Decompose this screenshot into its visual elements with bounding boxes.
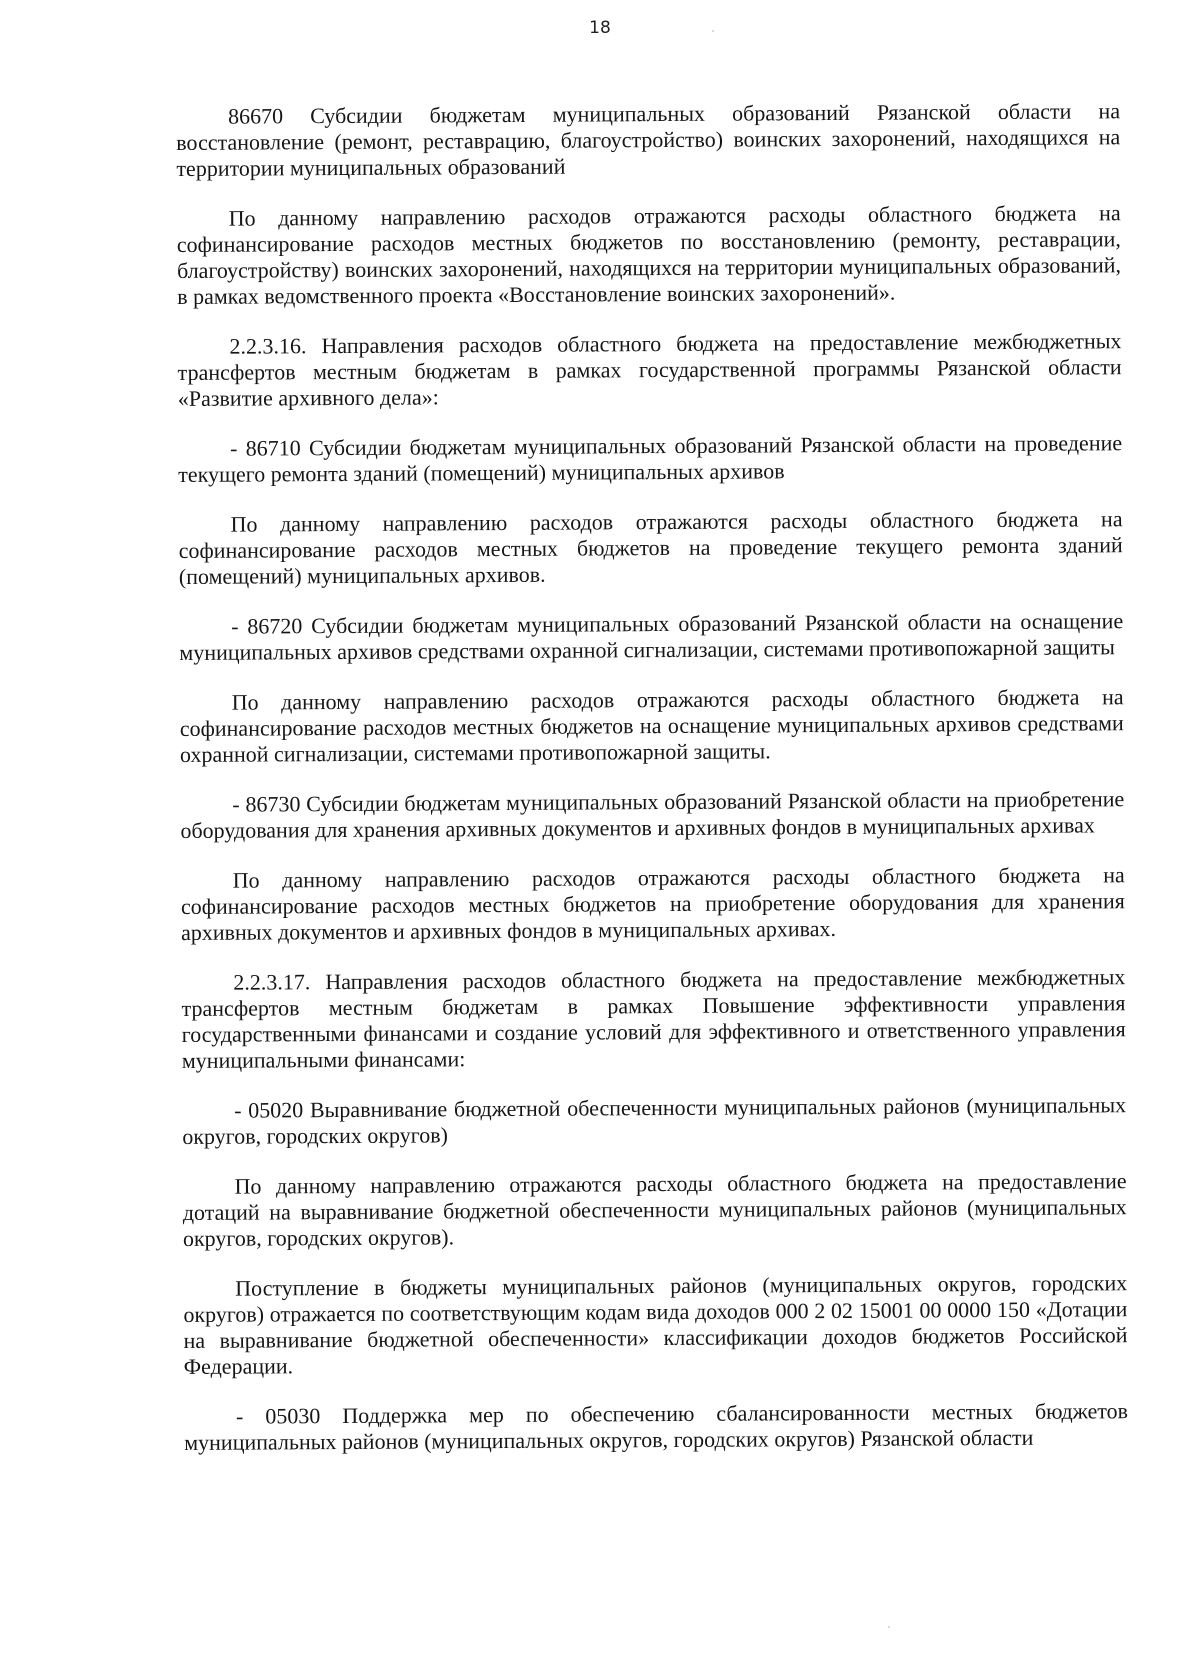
- paragraph-86720-description: По данному направлению расходов отражаются расходы областного бюджета на софинансирование расходов местных бюджетов на оснащение муниципальных архивов средствами охранной сигнализации, системами противопожарной защиты.: [179, 684, 1124, 767]
- paragraph-subsidy-86730: - 86730 Субсидии бюджетам муниципальных образований Рязанской области на приобретение оборудования для хранения архивных документов и архивных фондов в муниципальных архивах: [180, 786, 1125, 843]
- section-2-2-3-17-heading: 2.2.3.17. Направления расходов областного бюджета на предоставление межбюджетных трансфертов местным бюджетам в рамках Повышение эффективности управления государственными финансами и создание условий для эффективного и ответственного управления муниципальными финансами:: [181, 964, 1126, 1073]
- document-body: [176, 98, 1128, 1480]
- paragraph-86670-description: По данному направлению расходов отражаются расходы областного бюджета на софинансирование расходов местных бюджетов по восстановлению (ремонту, реставрации, благоустройству) воинских захоронений, находящихся на территории муниципальных образований, в рамках ведомственного проекта «Восстановление воинских захоронений».: [176, 200, 1122, 309]
- paragraph-subsidy-86670: 86670 Субсидии бюджетам муниципальных образований Рязанской области на восстановление (ремонт, реставрацию, благоустройство) воинских захоронений, находящихся на территории муниципальных образований: [176, 98, 1121, 181]
- scan-speck: [888, 1626, 890, 1628]
- paragraph-05020-description: По данному направлению отражаются расходы областного бюджета на предоставление дотаций на выравнивание бюджетной обеспеченности муниципальных районов (муниципальных округов, городских округов).: [182, 1168, 1127, 1251]
- paragraph-86730-description: По данному направлению расходов отражаются расходы областного бюджета на софинансирование расходов местных бюджетов на приобретение оборудования для хранения архивных документов и архивных фондов в муниципальных архивах.: [180, 862, 1125, 945]
- paragraph-86710-description: По данному направлению расходов отражаются расходы областного бюджета на софинансирование расходов местных бюджетов на проведение текущего ремонта зданий (помещений) муниципальных архивов.: [178, 506, 1123, 589]
- paragraph-item-05020: - 05020 Выравнивание бюджетной обеспеченности муниципальных районов (муниципальных округов, городских округов): [182, 1092, 1127, 1149]
- paragraph-revenue-codes: Поступление в бюджеты муниципальных районов (муниципальных округов, городских округов) отражается по соответствующим кодам вида доходов 000 2 02 15001 00 0000 150 «Дотации на выравнивание бюджетной обеспеченности» классификации доходов бюджетов Российской Федерации.: [183, 1270, 1128, 1379]
- paragraph-subsidy-86710: - 86710 Субсидии бюджетам муниципальных образований Рязанской области на проведение текущего ремонта зданий (помещений) муниципальных архивов: [178, 430, 1123, 487]
- section-2-2-3-16-heading: 2.2.3.16. Направления расходов областного бюджета на предоставление межбюджетных трансфертов местным бюджетам в рамках государственной программы Рязанской области «Развитие архивного дела»:: [177, 328, 1122, 411]
- paragraph-subsidy-86720: - 86720 Субсидии бюджетам муниципальных образований Рязанской области на оснащение муниципальных архивов средствами охранной сигнализации, системами противопожарной защиты: [179, 608, 1124, 665]
- paragraph-item-05030: - 05030 Поддержка мер по обеспечению сбалансированности местных бюджетов муниципальных районов (муниципальных округов, городских округов) Рязанской области: [184, 1398, 1129, 1455]
- page-number: 18: [589, 18, 611, 38]
- scan-speck: [712, 30, 714, 32]
